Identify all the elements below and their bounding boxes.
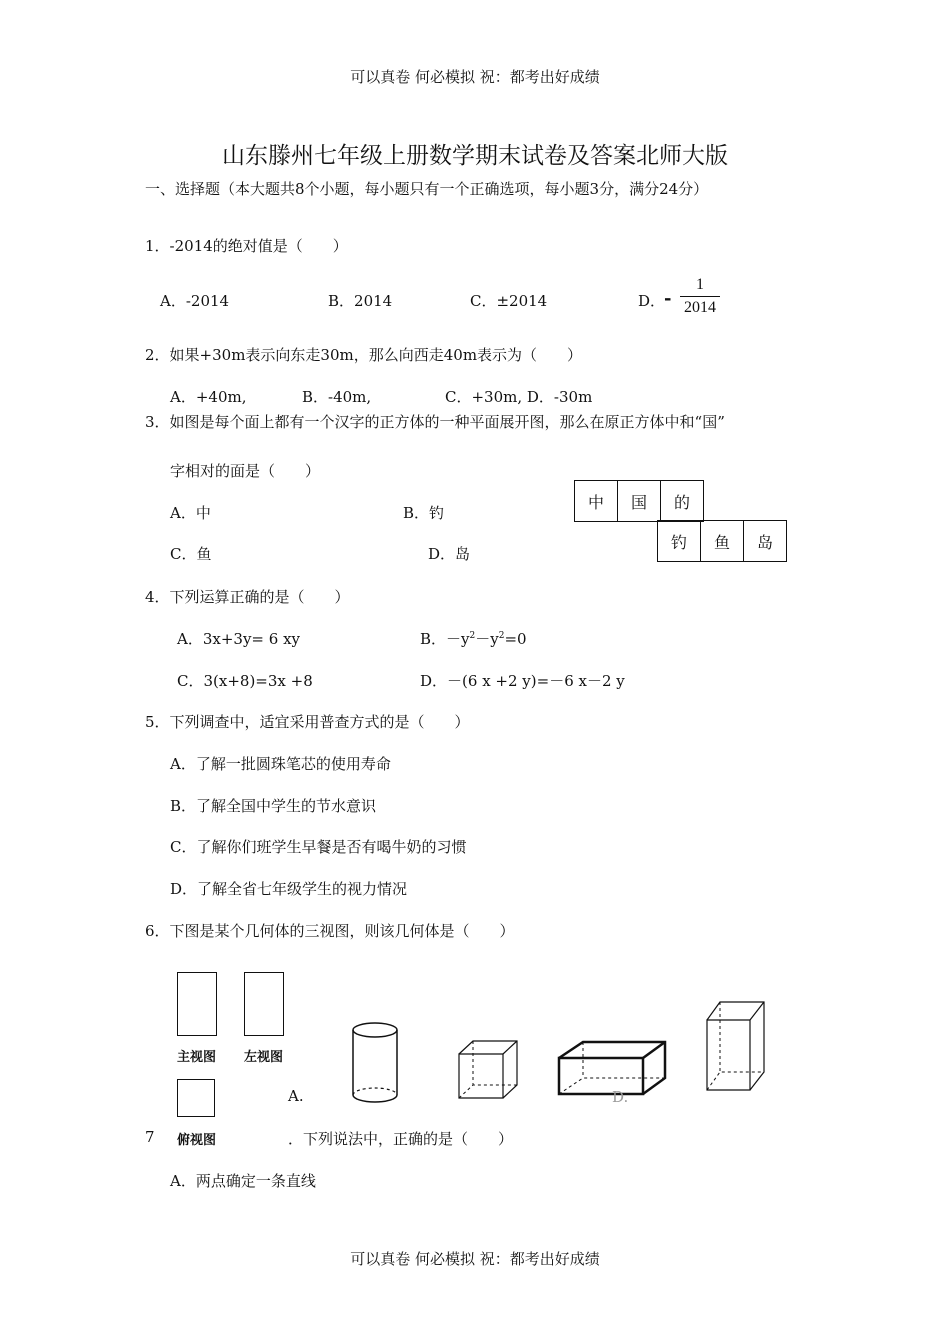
q5-option-b: B．了解全国中学生的节水意识 — [170, 797, 377, 815]
page-header: 可以真卷 何必模拟 祝：都考出好成绩 — [350, 68, 600, 86]
q7-number: 7 — [145, 1128, 155, 1146]
q6-option-d-label: D. — [612, 1088, 629, 1106]
cube-net-figure — [574, 480, 704, 522]
q3-option-a: A．中 — [170, 504, 211, 522]
q4-option-c: C．3(x+8)=3x +8 — [177, 672, 313, 690]
top-view-label: 俯视图 — [177, 1133, 217, 1148]
net-cell: 的 — [661, 481, 704, 522]
q3-stem-line2: 字相对的面是（ ） — [170, 462, 321, 480]
q1-option-d-prefix: D． — [638, 292, 666, 310]
q1-option-d-sign: - — [664, 288, 672, 309]
q4-b-part3: =0 — [504, 630, 527, 648]
net-cell: 国 — [618, 481, 661, 522]
q1-stem: 1．-2014的绝对值是（ ） — [145, 237, 348, 255]
left-view-rect — [244, 972, 284, 1036]
q3-option-d: D．岛 — [428, 545, 471, 563]
q2-option-b: B．-40m, — [302, 388, 372, 406]
cube-net-row1 — [574, 480, 704, 522]
q6-stem: 6．下图是某个几何体的三视图，则该几何体是（ ） — [145, 922, 515, 940]
net-cell: 钓 — [658, 521, 701, 562]
top-view-rect — [177, 1079, 215, 1117]
page-footer: 可以真卷 何必模拟 祝：都考出好成绩 — [350, 1250, 600, 1268]
q5-option-c: C．了解你们班学生早餐是否有喝牛奶的习惯 — [170, 838, 467, 856]
q5-stem: 5．下列调查中，适宜采用普查方式的是（ ） — [145, 713, 470, 731]
section-heading: 一、选择题（本大题共8个小题，每小题只有一个正确选项，每小题3分，满分24分） — [145, 180, 709, 198]
cube-figure — [455, 1038, 525, 1104]
q3-option-c: C．鱼 — [170, 545, 212, 563]
q2-stem: 2．如果+30m表示向东走30m，那么向西走40m表示为（ ） — [145, 346, 583, 364]
cube-net-figure-lower — [657, 520, 787, 562]
left-view-label: 左视图 — [244, 1050, 284, 1065]
q3-option-b: B．钓 — [403, 504, 445, 522]
q7-option-a: A．两点确定一条直线 — [170, 1172, 316, 1190]
q1-option-d-fraction — [680, 276, 720, 317]
page-title: 山东滕州七年级上册数学期末试卷及答案北师大版 — [222, 143, 728, 169]
front-view-rect — [177, 972, 217, 1036]
fraction-denominator: 2014 — [684, 299, 716, 316]
q4-option-b — [420, 628, 527, 649]
tall-cuboid-figure — [702, 998, 772, 1094]
q1-option-c: C．±2014 — [470, 292, 548, 310]
q4-stem: 4．下列运算正确的是（ ） — [145, 588, 350, 606]
cube-net-row2 — [657, 520, 787, 562]
q4-b-part2: －y — [475, 630, 499, 648]
q3-stem-line1: 3．如图是每个面上都有一个汉字的正方体的一种平面展开图，那么在原正方体中和“国” — [145, 413, 725, 431]
net-cell: 岛 — [744, 521, 787, 562]
net-cell: 中 — [575, 481, 618, 522]
q5-option-a: A．了解一批圆珠笔芯的使用寿命 — [170, 755, 391, 773]
front-view-label: 主视图 — [177, 1050, 217, 1065]
fraction-numerator: 1 — [680, 276, 720, 297]
q5-option-d: D．了解全省七年级学生的视力情况 — [170, 880, 408, 898]
cylinder-figure — [345, 1020, 405, 1105]
q4-option-d: D．－(6 x +2 y)=－6 x－2 y — [420, 672, 625, 690]
q4-b-part1: B．－y — [420, 630, 470, 648]
q6-option-a-label: A. — [288, 1087, 304, 1105]
exponent: 2 — [498, 631, 505, 641]
q2-option-cd: C．+30m, D．-30m — [445, 388, 593, 406]
q7-stem: ．下列说法中，正确的是（ ） — [288, 1130, 514, 1148]
net-cell: 鱼 — [701, 521, 744, 562]
q4-option-a: A．3x+3y= 6 xy — [177, 630, 301, 648]
exponent: 2 — [469, 631, 476, 641]
q1-option-b: B．2014 — [328, 292, 393, 310]
q1-option-a: A．-2014 — [160, 292, 230, 310]
q2-option-a: A．+40m, — [170, 388, 247, 406]
